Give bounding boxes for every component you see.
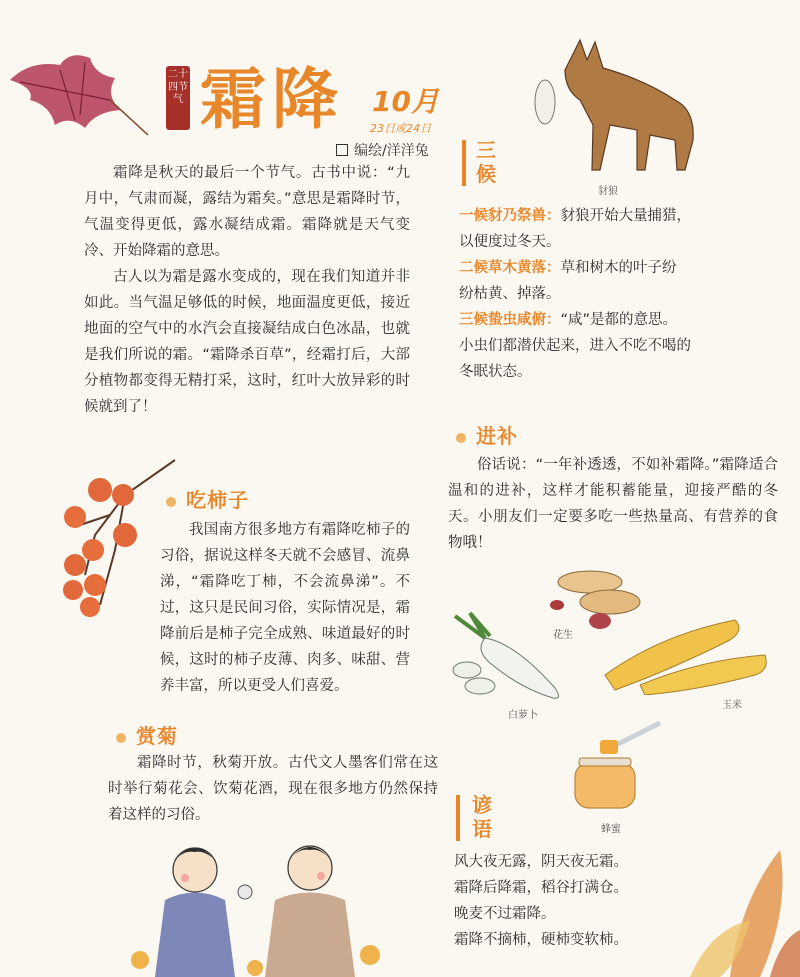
intro-paragraph-2: 古人以为霜是露水变成的，现在我们知道并非如此。当气温足够低的时候，地面温度更低，接近地面的空气中的水汽会直接凝结成白色冰晶，也就是我们所说的霜。“霜降杀百草”，经霜打后，大部分植物都变得无精打采，这时，红叶大放异彩的时候就到了！ xyxy=(84,269,410,415)
autumn-leaves-illustration xyxy=(650,840,800,977)
hou-item-1-cont: 以便度过冬天。 xyxy=(459,234,561,250)
seal-text: 二十四节气 xyxy=(168,69,188,105)
honey-caption: 蜂蜜 xyxy=(601,824,621,835)
three-hou-list xyxy=(459,203,749,385)
hou-item-3-cont: 小虫们都潜伏起来，进入不吃不喝的 xyxy=(459,338,691,354)
tonic-section-title: 进补 xyxy=(456,420,518,449)
corn-illustration xyxy=(600,615,770,695)
radish-illustration xyxy=(445,608,575,708)
proverbs-title-bar xyxy=(456,795,460,841)
hou-item-3-cont2: 冬眠状态。 xyxy=(459,364,532,380)
credit-text: 编绘/洋洋兔 xyxy=(354,143,429,159)
bullet-dot-icon xyxy=(456,433,466,443)
hou-item-1: 一候豺乃祭兽：豺狼开始大量捕猎， xyxy=(459,208,691,224)
three-hou-title: 三候 xyxy=(476,138,496,186)
proverb-line-3: 晚麦不过霜降。 xyxy=(454,906,556,922)
proverb-line-1: 风大夜无露，阴天夜无霜。 xyxy=(454,854,628,870)
scholars-illustration xyxy=(125,830,385,977)
honey-illustration xyxy=(565,718,665,818)
radish-caption: 白萝卜 xyxy=(508,710,538,721)
month-label: 10月 xyxy=(372,85,439,118)
wolf-caption: 豺狼 xyxy=(598,186,618,197)
proverbs-title: 谚语 xyxy=(472,793,492,841)
page-title: 霜降 xyxy=(200,61,344,138)
corn-caption: 玉米 xyxy=(722,700,742,711)
bullet-dot-icon xyxy=(116,733,126,743)
chrysanthemum-section-title: 赏菊 xyxy=(116,720,178,749)
three-hou-title-bar xyxy=(462,140,466,186)
intro-text xyxy=(84,160,410,420)
peanut-caption: 花生 xyxy=(553,630,573,641)
date-label: 23日或24日 xyxy=(370,122,431,135)
maple-leaf-illustration xyxy=(0,40,150,140)
seal-stamp xyxy=(166,66,190,130)
tonic-text: 俗话说：“一年补透透，不如补霜降。”霜降适合温和的进补，这样才能积蓄能量，迎接严酷的冬天。小朋友们一定要多吃一些热量高、有营养的食物哦！ xyxy=(448,457,778,551)
hou-item-3: 三候蛰虫咸俯：“咸”是都的意思。 xyxy=(459,312,678,328)
proverb-line-4: 霜降不摘柿，硬柿变软柿。 xyxy=(454,932,628,948)
credit-line xyxy=(336,140,429,160)
bullet-dot-icon xyxy=(166,497,176,507)
persimmon-section-title: 吃柿子 xyxy=(166,484,249,513)
hou-item-2: 二候草木黄落：草和树木的叶子纷 xyxy=(459,260,677,276)
credit-box-icon xyxy=(336,144,348,156)
wolf-illustration xyxy=(525,30,710,180)
hou-item-2-cont: 纷枯黄、掉落。 xyxy=(459,286,561,302)
intro-paragraph-1: 霜降是秋天的最后一个节气。古书中说：“九月中，气肃而凝，露结为霜矣。”意思是霜降时节，气温变得更低，露水凝结成霜。霜降就是天气变冷、开始降霜的意思。 xyxy=(84,165,410,259)
chrysanthemum-text: 霜降时节，秋菊开放。古代文人墨客们常在这时举行菊花会、饮菊花酒，现在很多地方仍然保持着这样的习俗。 xyxy=(108,755,438,823)
proverb-line-2: 霜降后降霜，稻谷打满仓。 xyxy=(454,880,628,896)
persimmon-text: 我国南方很多地方有霜降吃柿子的习俗，据说这样冬天就不会感冒、流鼻涕，“霜降吃丁柿，不会流鼻涕”。不过，这只是民间习俗，实际情况是，霜降前后是柿子完全成熟、味道最好的时候，这时的柿子皮薄、肉多、味甜、营养丰富，所以更受人们喜爱。 xyxy=(160,522,410,694)
